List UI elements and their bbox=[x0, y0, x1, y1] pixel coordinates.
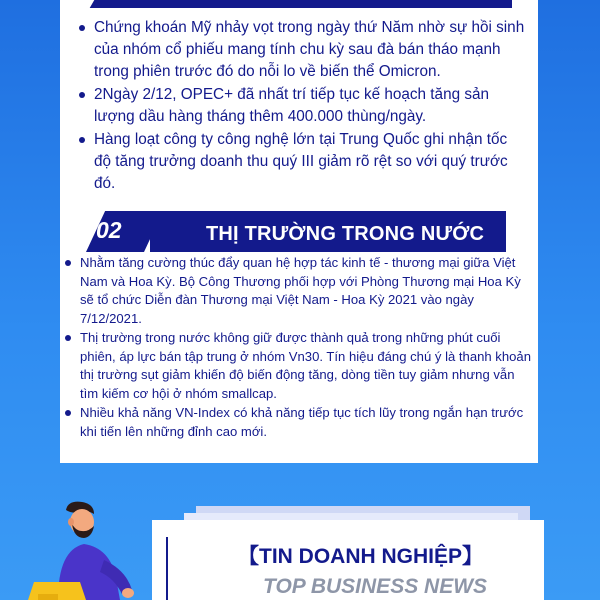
section-01-banner-edge bbox=[84, 0, 512, 8]
person-with-laptop-illustration bbox=[28, 498, 158, 600]
domestic-news-item: Nhằm tăng cường thúc đẩy quan hệ hợp tác kinh tế - thương mại giữa Việt Nam và Hoa Kỳ. Bộ Công Thương phối hợp với Phòng Thương mại Hoa Kỳ sẽ tổ chức Diễn đàn Thương mại Việt Nam - Hoa Kỳ 2021 vào ngày 7/12/2021. bbox=[64, 254, 534, 328]
section-title: THỊ TRƯỜNG TRONG NƯỚC bbox=[206, 223, 485, 245]
business-section-title: 【TIN DOANH NGHIỆP】 bbox=[238, 545, 484, 568]
domestic-news-item: Nhiều khả năng VN-Index có khả năng tiếp tục tích lũy trong ngắn hạn trước khi tiến lên những đỉnh cao mới. bbox=[64, 404, 534, 441]
world-news-list bbox=[78, 17, 528, 196]
divider bbox=[166, 537, 168, 600]
world-news-item: 2Ngày 2/12, OPEC+ đã nhất trí tiếp tục kế hoạch tăng sản lượng dầu hàng tháng thêm 400.000 thùng/ngày. bbox=[78, 84, 528, 128]
domestic-news-list bbox=[64, 254, 534, 442]
world-news-item: Hàng loạt công ty công nghệ lớn tại Trung Quốc ghi nhận tốc độ tăng trưởng doanh thu quý III giảm rõ rệt so với quý trước đó. bbox=[78, 129, 528, 195]
world-news-item: Chứng khoán Mỹ nhảy vọt trong ngày thứ Năm nhờ sự hồi sinh của nhóm cổ phiếu mang tính chu kỳ sau đà bán tháo mạnh trong phiên trước đó do nỗi lo về biến thể Omicron. bbox=[78, 17, 528, 83]
business-section-subtitle: TOP BUSINESS NEWS bbox=[263, 575, 488, 598]
section-02-banner bbox=[86, 211, 506, 252]
section-number: 02 bbox=[96, 217, 122, 243]
domestic-news-item: Thị trường trong nước không giữ được thành quả trong những phút cuối phiên, áp lực bán tập trung ở nhóm Vn30. Tín hiệu đáng chú ý là thanh khoản thị trường sụt giảm khiến độ biến động tăng, dòng tiền tuy giảm nhưng vẫn tìm kiếm cơ hội ở nhóm smallcap. bbox=[64, 329, 534, 403]
